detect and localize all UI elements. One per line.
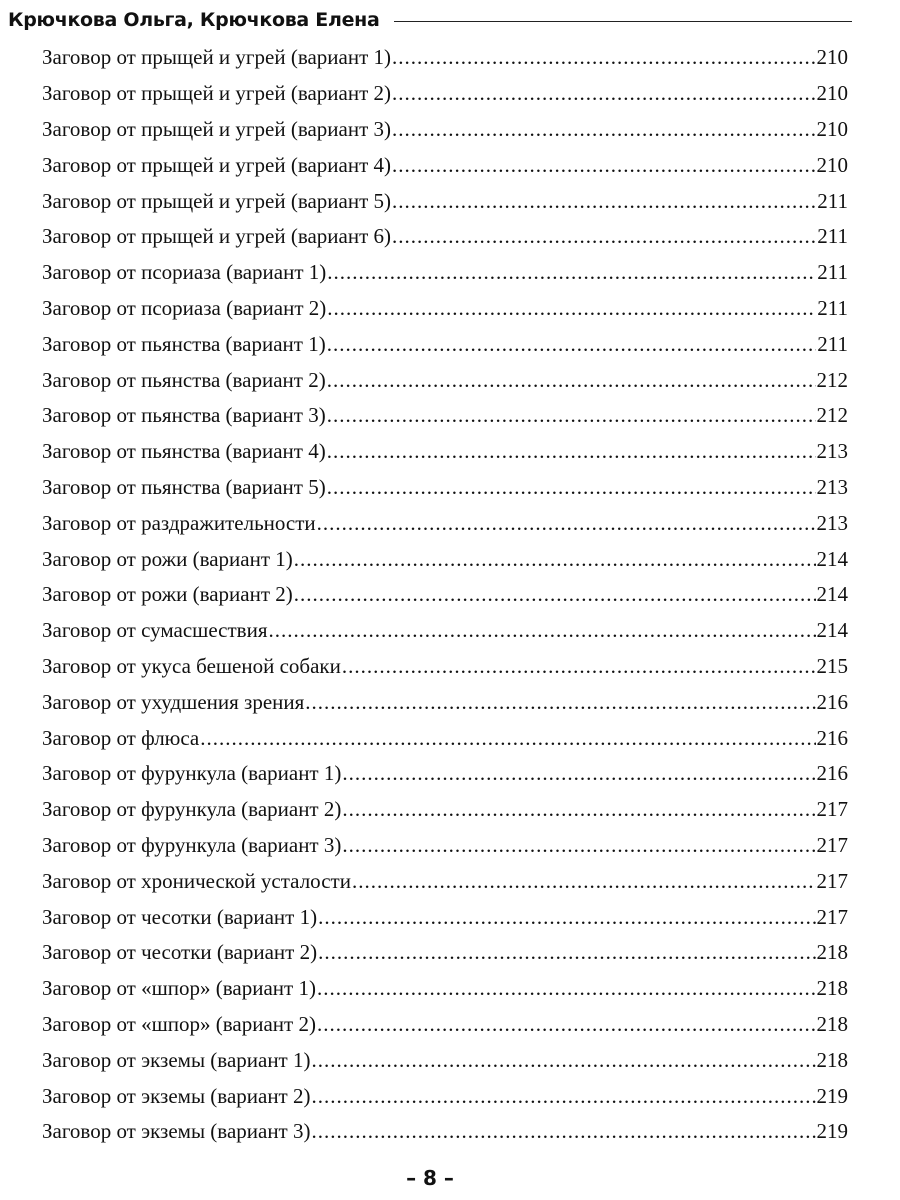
toc-entry-title: Заговор от прыщей и угрей (вариант 2) (42, 81, 392, 106)
toc-entry-page: 218 (816, 1047, 848, 1072)
toc-dot-leader (311, 1121, 815, 1142)
toc-entry (42, 899, 848, 935)
toc-dot-leader (327, 370, 816, 391)
toc-entry (42, 470, 848, 506)
toc-dot-leader (268, 620, 815, 641)
toc-dot-leader (294, 549, 816, 570)
toc-entry (42, 291, 848, 327)
toc-entry-title: Заговор от пьянства (вариант 4) (42, 439, 326, 464)
toc-dot-leader (294, 584, 816, 605)
toc-entry-page: 211 (817, 224, 848, 249)
toc-entry-page: 218 (816, 1011, 848, 1036)
toc-entry (42, 541, 848, 577)
toc-entry-page: 217 (816, 832, 848, 857)
toc-entry-page: 216 (816, 689, 848, 714)
toc-dot-leader (392, 191, 816, 212)
toc-dot-leader (342, 799, 815, 820)
toc-entry (42, 434, 848, 470)
toc-dot-leader (392, 119, 815, 140)
toc-entry (42, 219, 848, 255)
toc-entry-page: 210 (816, 116, 848, 141)
toc-entry-title: Заговор от пьянства (вариант 2) (42, 367, 326, 392)
toc-entry (42, 76, 848, 112)
toc-entry-title: Заговор от экземы (вариант 3) (42, 1119, 311, 1144)
toc-entry-title: Заговор от фурункула (вариант 1) (42, 761, 342, 786)
toc-dot-leader (317, 513, 816, 534)
toc-entry (42, 684, 848, 720)
toc-entry-title: Заговор от псориаза (вариант 1) (42, 260, 327, 285)
toc-entry-page: 217 (816, 868, 848, 893)
toc-entry-title: Заговор от прыщей и угрей (вариант 5) (42, 188, 392, 213)
toc-entry-page: 211 (817, 331, 848, 356)
toc-entry (42, 1114, 848, 1150)
toc-entry (42, 1007, 848, 1043)
toc-dot-leader (311, 1086, 815, 1107)
toc-entry-title: Заговор от рожи (вариант 2) (42, 582, 293, 607)
toc-dot-leader (392, 226, 816, 247)
toc-entry-title: Заговор от прыщей и угрей (вариант 3) (42, 116, 392, 141)
toc-entry (42, 40, 848, 76)
toc-entry-title: Заговор от ухудшения зрения (42, 689, 305, 714)
toc-dot-leader (327, 405, 816, 426)
toc-entry-page: 214 (816, 618, 848, 643)
toc-entry-title: Заговор от фурункула (вариант 2) (42, 797, 342, 822)
toc-entry-page: 217 (816, 797, 848, 822)
toc-dot-leader (318, 942, 815, 963)
toc-dot-leader (327, 334, 817, 355)
toc-entry-page: 212 (816, 403, 848, 428)
toc-entry (42, 1042, 848, 1078)
toc-entry (42, 577, 848, 613)
toc-entry (42, 863, 848, 899)
toc-entry-title: Заговор от флюса (42, 725, 200, 750)
toc-entry-page: 211 (817, 260, 848, 285)
toc-entry-page: 211 (817, 295, 848, 320)
toc-entry-title: Заговор от чесотки (вариант 1) (42, 904, 318, 929)
toc-entry-page: 213 (816, 510, 848, 535)
toc-entry-page: 213 (816, 474, 848, 499)
toc-entry-title: Заговор от прыщей и угрей (вариант 1) (42, 45, 392, 70)
toc-entry-page: 218 (816, 976, 848, 1001)
toc-entry (42, 613, 848, 649)
toc-entry-page: 213 (816, 439, 848, 464)
toc-entry-title: Заговор от сумасшествия (42, 618, 268, 643)
toc-entry-title: Заговор от «шпор» (вариант 2) (42, 1011, 316, 1036)
toc-dot-leader (327, 298, 816, 319)
toc-entry (42, 935, 848, 971)
toc-entry (42, 971, 848, 1007)
toc-dot-leader (392, 155, 815, 176)
toc-entry-page: 211 (817, 188, 848, 213)
toc-entry-page: 212 (816, 367, 848, 392)
table-of-contents (42, 40, 848, 1150)
toc-entry (42, 792, 848, 828)
page-number: – 8 – (406, 1166, 454, 1190)
header-rule (394, 21, 852, 22)
toc-dot-leader (342, 763, 815, 784)
toc-dot-leader (200, 728, 815, 749)
toc-entry-page: 219 (816, 1119, 848, 1144)
toc-entry-title: Заговор от пьянства (вариант 1) (42, 331, 326, 356)
toc-entry-title: Заговор от псориаза (вариант 2) (42, 295, 327, 320)
toc-entry (42, 1078, 848, 1114)
toc-dot-leader (311, 1050, 815, 1071)
toc-entry-title: Заговор от экземы (вариант 1) (42, 1047, 311, 1072)
toc-dot-leader (392, 47, 815, 68)
toc-entry-page: 210 (816, 81, 848, 106)
toc-entry-page: 218 (816, 940, 848, 965)
toc-dot-leader (305, 692, 815, 713)
toc-entry-page: 216 (816, 761, 848, 786)
toc-entry (42, 112, 848, 148)
toc-entry-title: Заговор от «шпор» (вариант 1) (42, 976, 316, 1001)
toc-entry (42, 255, 848, 291)
toc-entry-title: Заговор от укуса бешеной собаки (42, 653, 341, 678)
toc-dot-leader (317, 978, 816, 999)
toc-dot-leader (327, 441, 816, 462)
toc-entry (42, 326, 848, 362)
running-header (8, 6, 852, 34)
toc-dot-leader (318, 907, 815, 928)
toc-entry-title: Заговор от прыщей и угрей (вариант 4) (42, 152, 392, 177)
toc-entry-title: Заговор от пьянства (вариант 5) (42, 474, 326, 499)
toc-entry (42, 505, 848, 541)
toc-entry (42, 362, 848, 398)
toc-entry (42, 828, 848, 864)
toc-dot-leader (342, 656, 816, 677)
toc-entry-title: Заговор от хронической усталости (42, 868, 351, 893)
toc-entry-title: Заговор от фурункула (вариант 3) (42, 832, 342, 857)
toc-dot-leader (392, 83, 815, 104)
toc-entry-page: 210 (816, 45, 848, 70)
toc-entry-page: 214 (816, 546, 848, 571)
toc-entry (42, 147, 848, 183)
toc-entry (42, 649, 848, 685)
toc-dot-leader (327, 477, 816, 498)
toc-entry-title: Заговор от экземы (вариант 2) (42, 1083, 311, 1108)
toc-dot-leader (352, 871, 816, 892)
toc-entry-title: Заговор от пьянства (вариант 3) (42, 403, 326, 428)
toc-dot-leader (317, 1014, 816, 1035)
toc-entry (42, 756, 848, 792)
toc-entry-title: Заговор от раздражительности (42, 510, 316, 535)
toc-entry-page: 217 (816, 904, 848, 929)
toc-entry-page: 214 (816, 582, 848, 607)
toc-dot-leader (342, 835, 815, 856)
toc-dot-leader (327, 262, 816, 283)
toc-entry-title: Заговор от рожи (вариант 1) (42, 546, 293, 571)
toc-entry (42, 720, 848, 756)
toc-entry-title: Заговор от чесотки (вариант 2) (42, 940, 318, 965)
toc-entry-page: 210 (816, 152, 848, 177)
toc-entry-title: Заговор от прыщей и угрей (вариант 6) (42, 224, 392, 249)
header-authors: Крючкова Ольга, Крючкова Елена (8, 9, 380, 31)
toc-entry (42, 183, 848, 219)
toc-entry (42, 398, 848, 434)
toc-entry-page: 219 (816, 1083, 848, 1108)
toc-entry-page: 215 (816, 653, 848, 678)
toc-entry-page: 216 (816, 725, 848, 750)
